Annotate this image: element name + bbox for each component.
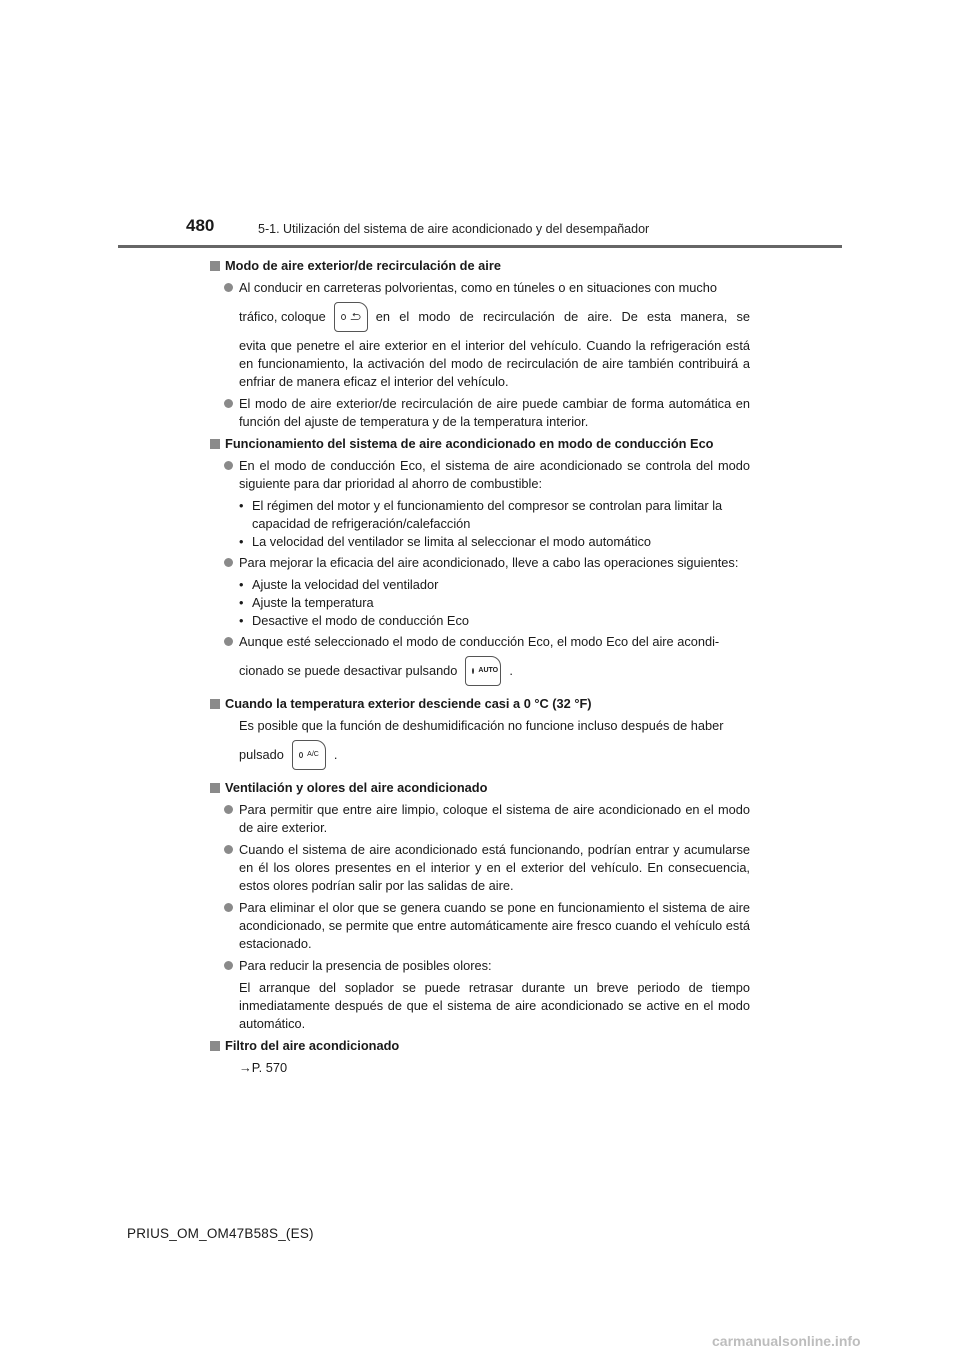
chapter-title: 5-1. Utilización del sistema de aire acondicionado y del desempañador: [258, 222, 650, 236]
square-bullet-icon: [210, 1041, 220, 1051]
page-number: 480: [186, 216, 215, 235]
list-item: • Ajuste la velocidad del ventilador: [239, 577, 439, 592]
list-item: • El régimen del motor y el funcionamiento del compresor se controlan para limitar la capacidad de refrigeración/calefacción: [239, 498, 723, 531]
indicator-light-icon: [472, 668, 474, 674]
square-bullet-icon: [210, 699, 220, 709]
indicator-light-icon: [341, 314, 346, 320]
bullet-paragraph: Cuando el sistema de aire acondicionado está funcionando, podrían entrar y acumularse en él los olores presentes en el interior y en el exterior del vehículo. En consecuencia, estos olores podrían salir por las salidas de aire.: [210, 841, 750, 895]
bullet-paragraph: Para mejorar la eficacia del aire acondicionado, lleve a cabo las operaciones siguientes:: [210, 554, 750, 572]
section-heading: Funcionamiento del sistema de aire acondicionado en modo de conducción Eco: [210, 435, 750, 453]
bullet-paragraph: En el modo de conducción Eco, el sistema de aire acondicionado se controla del modo siguiente para dar prioridad al ahorro de combustible:: [210, 457, 750, 493]
paragraph: El arranque del soplador se puede retrasar durante un breve periodo de tiempo inmediatamente después de que el sistema de aire acondicionado se active en el modo automático.: [239, 980, 750, 1031]
bullet-paragraph: Para reducir la presencia de posibles olores:: [210, 957, 750, 975]
list-item: • Desactive el modo de conducción Eco: [239, 613, 469, 628]
round-bullet-icon: [224, 845, 233, 854]
auto-button-icon: AUTO: [465, 656, 501, 686]
section-heading: Filtro del aire acondicionado: [210, 1037, 750, 1055]
page-reference-link[interactable]: →P. 570: [239, 1060, 288, 1075]
list-item: • La velocidad del ventilador se limita al seleccionar el modo automático: [239, 534, 652, 549]
round-bullet-icon: [224, 399, 233, 408]
page-content: [210, 255, 750, 1081]
round-bullet-icon: [224, 637, 233, 646]
square-bullet-icon: [210, 783, 220, 793]
square-bullet-icon: [210, 439, 220, 449]
paragraph: Es posible que la función de deshumidificación no funcione incluso después de haber pulsado A/C .: [210, 717, 750, 775]
section-heading: Cuando la temperatura exterior desciende casi a 0 °C (32 °F): [210, 695, 750, 713]
watermark: carmanualsonline.info: [712, 1333, 861, 1349]
bullet-paragraph: Para permitir que entre aire limpio, coloque el sistema de aire acondicionado en el modo de aire exterior.: [210, 801, 750, 837]
indicator-light-icon: [299, 752, 303, 758]
bullet-paragraph: Aunque esté seleccionado el modo de conducción Eco, el modo Eco del aire acondi- cionado se puede desactivar pulsando AUTO .: [210, 633, 750, 691]
list-item: • Ajuste la temperatura: [239, 595, 374, 610]
bullet-paragraph: Para eliminar el olor que se genera cuando se pone en funcionamiento el sistema de aire acondicionado, se permite que entre automáticamente aire fresco cuando el vehículo está estacionado.: [210, 899, 750, 953]
recirculation-arrow-icon: [350, 312, 361, 322]
header-rule: [118, 245, 842, 248]
round-bullet-icon: [224, 558, 233, 567]
square-bullet-icon: [210, 261, 220, 271]
round-bullet-icon: [224, 805, 233, 814]
bullet-paragraph: Al conducir en carreteras polvorientas, como en túneles o en situaciones con mucho tráfico, coloque en el modo de recirculación de aire. De esta manera, se evita que penetre el aire exterior en el interior del vehículo. Cuando la refrigeración está en funcionamiento, la activación del modo de recirculación de aire también contribuirá a enfriar de manera eficaz el interior del vehículo.: [210, 279, 750, 391]
round-bullet-icon: [224, 461, 233, 470]
section-heading: Ventilación y olores del aire acondicionado: [210, 779, 750, 797]
ac-button-icon: A/C: [292, 740, 326, 770]
round-bullet-icon: [224, 283, 233, 292]
footer-code: PRIUS_OM_OM47B58S_(ES): [127, 1226, 314, 1241]
round-bullet-icon: [224, 961, 233, 970]
section-heading: Modo de aire exterior/de recirculación de aire: [210, 257, 750, 275]
bullet-paragraph: El modo de aire exterior/de recirculación de aire puede cambiar de forma automática en función del ajuste de temperatura y de la temperatura interior.: [210, 395, 750, 431]
round-bullet-icon: [224, 903, 233, 912]
recirculation-button-icon: [334, 302, 368, 332]
